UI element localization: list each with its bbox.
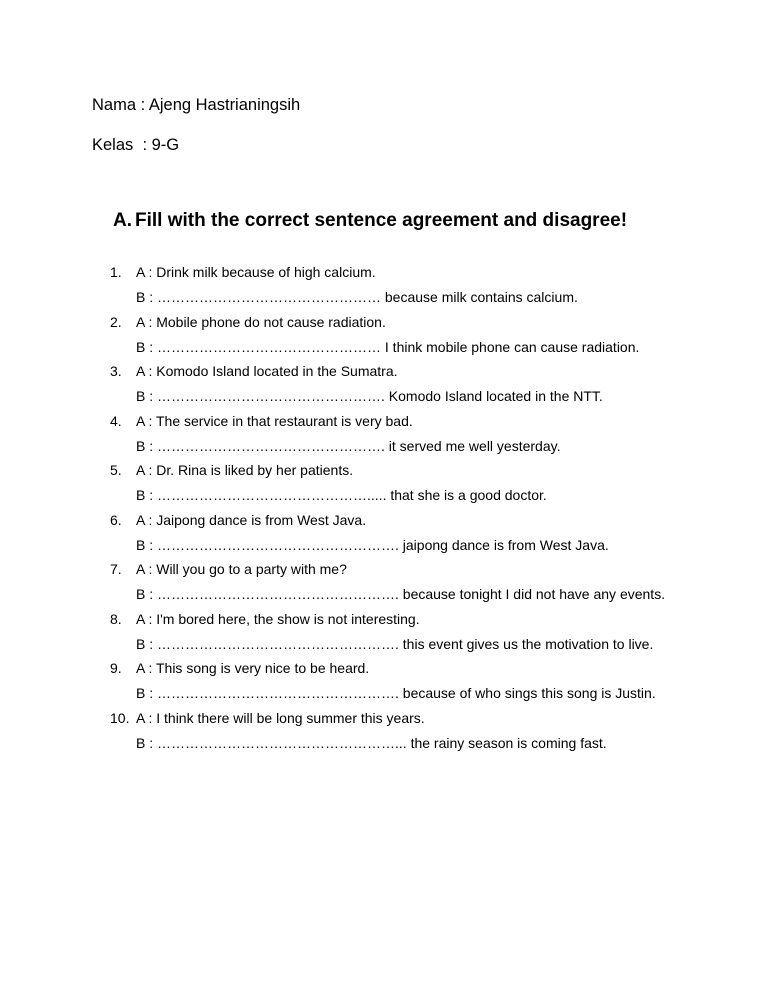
question-line-b: B : …………………………………………. it served me well yesterday. xyxy=(136,437,561,454)
question-item xyxy=(110,361,750,411)
question-number: 6. xyxy=(110,511,122,528)
question-line-b: B : ………………………………………… I think mobile phone can cause radiation. xyxy=(136,338,640,355)
question-line-b: B : ……………………………………………. because of who sings this song is Justin. xyxy=(136,685,656,701)
student-name-line: Nama : Ajeng Hastrianingsih xyxy=(92,96,301,114)
question-line-b: B : ……………………………………………... the rainy season is coming fast. xyxy=(136,734,607,751)
question-line-a: A : Jaipong dance is from West Java. xyxy=(136,511,367,528)
question-line-b: B : ……………………………………………. this event gives us the motivation to live. xyxy=(136,635,654,652)
question-item xyxy=(110,312,750,362)
question-number: 2. xyxy=(110,313,122,330)
question-line-a: A : I think there will be long summer this years. xyxy=(136,709,425,726)
question-number: 1. xyxy=(110,264,122,280)
question-line-a: A : This song is very nice to be heard. xyxy=(136,660,370,676)
question-item xyxy=(110,262,750,312)
question-number: 7. xyxy=(110,561,122,577)
question-item xyxy=(110,658,750,708)
question-line-b: B : ……………………………………………. because tonight I did not have any events. xyxy=(136,586,666,602)
question-number: 8. xyxy=(110,610,122,627)
question-line-a: A : Drink milk because of high calcium. xyxy=(136,264,376,280)
question-line-a: A : Mobile phone do not cause radiation. xyxy=(136,313,386,330)
question-number: 4. xyxy=(110,412,122,429)
question-line-a: A : The service in that restaurant is very bad. xyxy=(136,412,413,429)
question-line-b: B : ………………………………………..... that she is a good doctor. xyxy=(136,487,547,503)
question-line-a: A : Dr. Rina is liked by her patients. xyxy=(136,462,354,478)
section-title-text: Fill with the correct sentence agreement and disagree! xyxy=(135,210,628,231)
question-line-a: A : Will you go to a party with me? xyxy=(136,561,347,577)
question-item xyxy=(110,609,750,659)
question-number: 5. xyxy=(110,462,122,478)
question-item xyxy=(110,411,750,461)
question-number: 10. xyxy=(110,709,130,726)
question-number: 9. xyxy=(110,660,122,676)
section-heading xyxy=(113,209,627,233)
question-list xyxy=(110,262,750,757)
question-line-b: B : ………………………………………… because milk contains calcium. xyxy=(136,289,578,305)
question-line-a: A : I'm bored here, the show is not interesting. xyxy=(136,610,420,627)
question-item xyxy=(110,559,750,609)
question-number: 3. xyxy=(110,363,122,379)
question-item xyxy=(110,708,750,758)
question-item xyxy=(110,460,750,510)
question-line-b: B : …………………………………………. Komodo Island located in the NTT. xyxy=(136,388,603,404)
question-item xyxy=(110,510,750,560)
section-marker: A. xyxy=(113,210,132,231)
question-line-a: A : Komodo Island located in the Sumatra. xyxy=(136,363,398,379)
student-class-line: Kelas : 9-G xyxy=(92,136,180,154)
question-line-b: B : ……………………………………………. jaipong dance is from West Java. xyxy=(136,536,609,553)
